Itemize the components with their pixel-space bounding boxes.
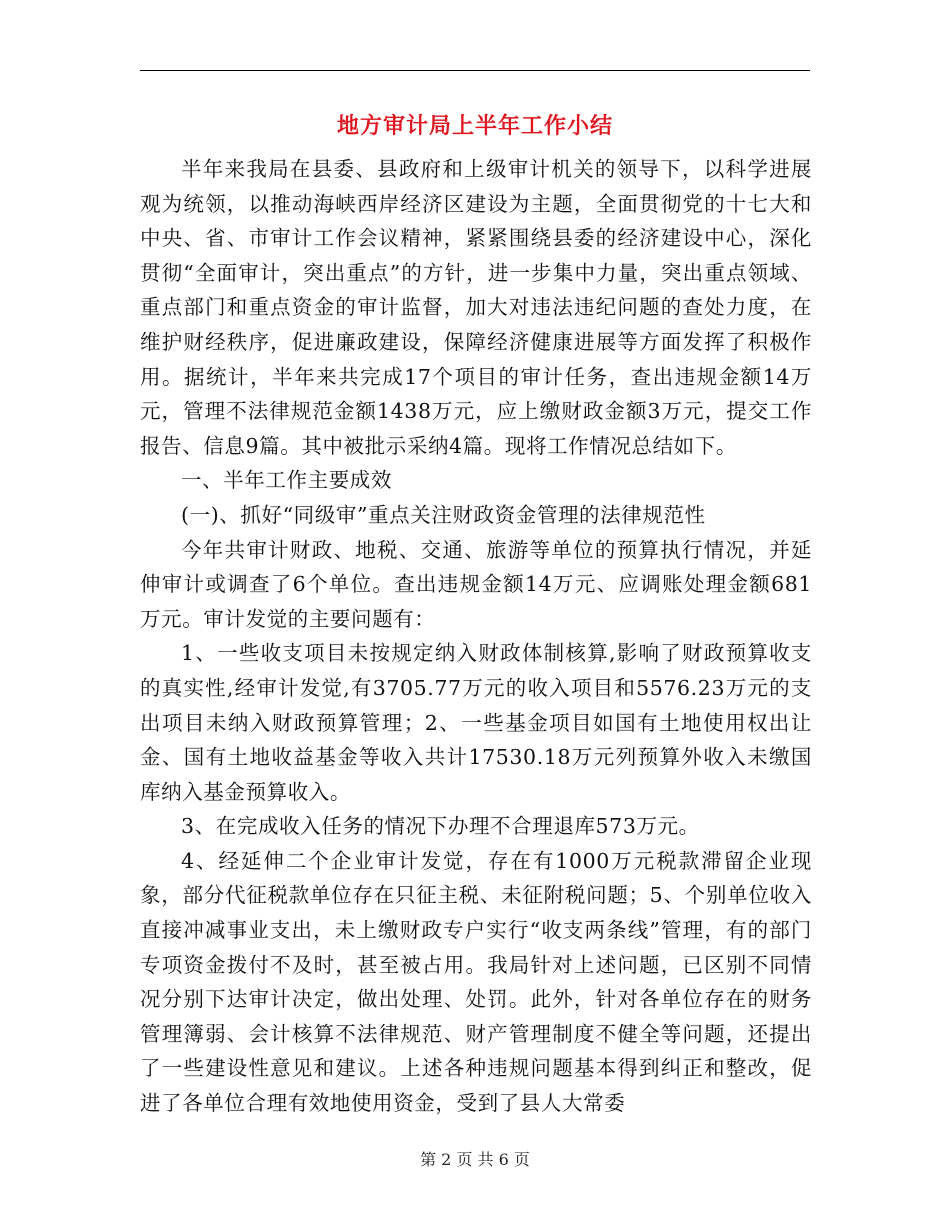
- body-paragraph: 今年共审计财政、地税、交通、旅游等单位的预算执行情况，并延伸审计或调查了6个单位。查出违规金额14万元、应调账处理金额681万元。审计发觉的主要问题有：: [140, 537, 812, 631]
- document-body: [140, 152, 812, 1121]
- body-paragraph: 4、经延伸二个企业审计发觉，存在有1000万元税款滞留企业现象，部分代征税款单位存在只征主税、未征附税问题；5、个别单位收入直接冲减事业支出，未上缴财政专户实行“收支两条线”管理，有的部门专项资金拨付不及时，甚至被占用。我局针对上述问题，已区别不同情况分别下达审计决定，做出处理、处罚。此外，针对各单位存在的财务管理簿弱、会计核算不法律规范、财产管理制度不健全等问题，还提出了一些建设性意见和建议。上述各种违规问题基本得到纠正和整改，促进了各单位合理有效地使用资金，受到了县人大常委: [140, 848, 812, 1116]
- body-paragraph: 3、在完成收入任务的情况下办理不合理退库573万元。: [181, 814, 700, 839]
- document-title: 地方审计局上半年工作小结: [336, 113, 613, 139]
- header-rule: [140, 70, 810, 71]
- intro-paragraph: 半年来我局在县委、县政府和上级审计机关的领导下，以科学进展观为统领，以推动海峡西岸经济区建设为主题，全面贯彻党的十七大和中央、省、市审计工作会议精神，紧紧围绕县委的经济建设中心，深化贯彻“全面审计，突出重点”的方针，进一步集中力量，突出重点领域、重点部门和重点资金的审计监督，加大对违法违纪问题的查处力度，在维护财经秩序，促进廉政建设，保障经济健康进展等方面发挥了积极作用。据统计，半年来共完成17个项目的审计任务，查出违规金额14万元，管理不法律规范金额1438万元，应上缴财政金额3万元，提交工作报告、信息9篇。其中被批示采纳4篇。现将工作情况总结如下。: [140, 157, 812, 458]
- subsection-heading: (一)、抓好“同级审”重点关注财政资金管理的法律规范性: [181, 502, 706, 527]
- section-heading: 一、半年工作主要成效: [181, 468, 392, 493]
- body-paragraph: 1、一些收支项目未按规定纳入财政体制核算,影响了财政预算收支的真实性,经审计发觉,有3705.77万元的收入项目和5576.23万元的支出项目未纳入财政预算管理；2、一些基金项目如国有土地使用权出让金、国有土地收益基金等收入共计17530.18万元列预算外收入未缴国库纳入基金预算收入。: [140, 641, 812, 804]
- page-number: 第 2 页 共 6 页: [420, 1150, 530, 1169]
